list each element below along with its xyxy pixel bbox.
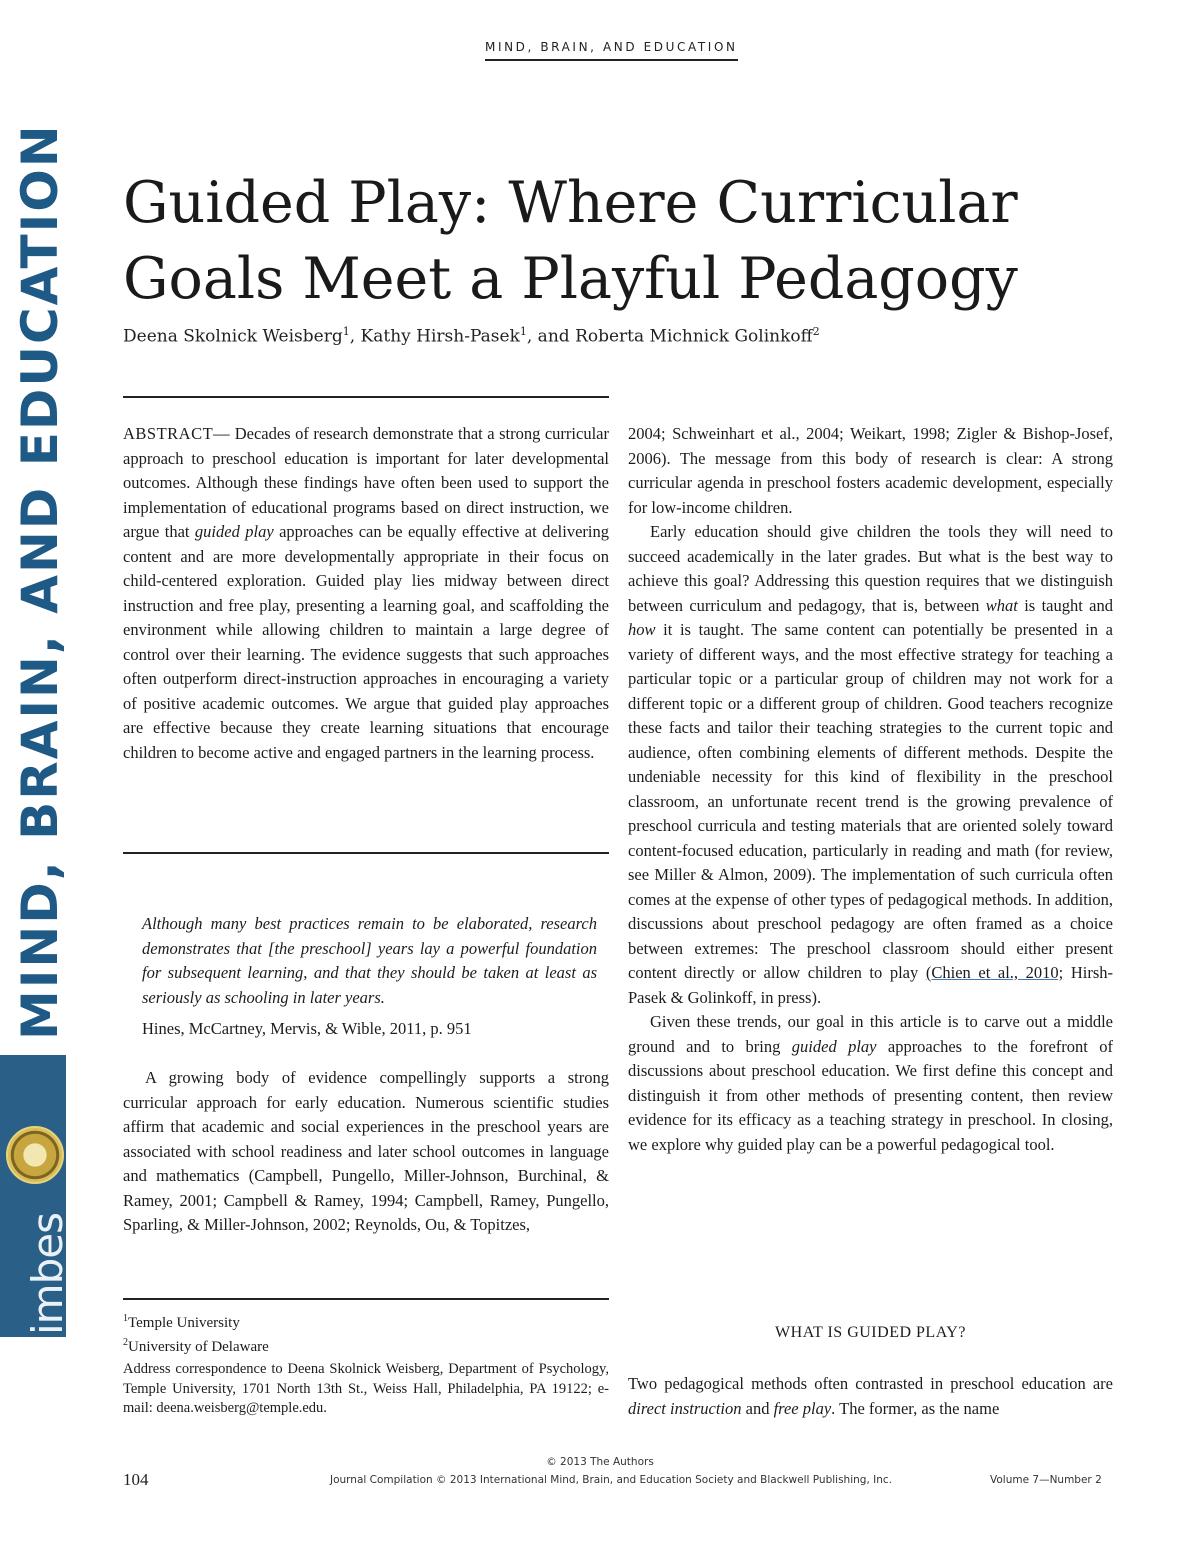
article-title	[123, 165, 1123, 317]
body-paragraph	[628, 1010, 1113, 1157]
body-left-column	[123, 1066, 609, 1238]
section-heading: WHAT IS GUIDED PLAY?	[775, 1324, 966, 1341]
emphasis-text: how	[628, 620, 656, 639]
author-name: Deena Skolnick Weisberg	[123, 326, 343, 347]
affiliation-marker: 1	[123, 1313, 128, 1324]
paragraph-text: Hirsh-Pasek & Golinkoff, in press).	[628, 963, 1113, 1007]
body-paragraph	[628, 520, 1113, 1010]
body-paragraph	[628, 1372, 1113, 1421]
society-seal-icon	[6, 1126, 64, 1184]
abstract-label: ABSTRACT—	[123, 424, 231, 443]
author-name: Kathy Hirsh-Pasek	[360, 326, 520, 347]
abstract-bottom-rule	[123, 852, 609, 854]
author-separator: , and	[526, 326, 576, 347]
affiliation-marker: 1	[342, 325, 350, 338]
spine-journal-name: MIND, BRAIN, AND EDUCATION	[11, 123, 69, 1040]
emphasis-text: direct instruction	[628, 1398, 742, 1418]
abstract-top-rule	[123, 396, 609, 398]
body-right-column-continued	[628, 1372, 1113, 1421]
paragraph-text: is taught and	[1017, 595, 1113, 615]
paragraph-text: Given these trends, our goal in this article is to carve out a middle ground and to bring	[628, 1012, 1113, 1056]
body-paragraph: A growing body of evidence compellingly supports a strong curricular approach for early education. Numerous scientific studies affirm that academic and social experiences in the preschool years are associated with school readiness and later school outcomes in language and mathematics (Campbell, Pungello, Miller-Johnson, Burchinal, & Ramey, 2001; Campbell & Ramey, 1994; Campbell, Ramey, Pungello, Sparling, & Miller-Johnson, 2002; Reynolds, Ou, & Topitzes,	[123, 1068, 609, 1234]
footer-compilation: Journal Compilation © 2013 International Mind, Brain, and Education Society and Blackwell Publishing, Inc.	[330, 1474, 892, 1486]
affiliation-text: University of Delaware	[128, 1339, 269, 1355]
affiliations	[123, 1309, 269, 1357]
epigraph-citation: Hines, McCartney, Mervis, & Wible, 2011, p. 951	[142, 1019, 472, 1038]
paragraph-text: approaches to the forefront of discussions about preschool education. We first define this concept and distinguish it from other methods of presenting content, then review evidence for its efficacy as a teaching strategy in preschool. In closing, we explore why guided play can be a powerful pedagogical tool.	[628, 1036, 1113, 1154]
affiliation-marker: 2	[123, 1337, 128, 1348]
abstract-emphasis: guided play	[194, 522, 274, 541]
emphasis-text: what	[985, 595, 1018, 615]
imbes-logo-block	[0, 1055, 72, 1337]
abstract-text: Decades of research demonstrate that a strong curricular approach to preschool education is important for later developmental outcomes. Although these findings have often been used to support the implementation of educational programs based on direct instruction, we argue that	[123, 424, 609, 541]
paragraph-text: . The former, as the name	[831, 1398, 1000, 1418]
affiliation-marker: 1	[519, 325, 527, 338]
abstract-text: approaches can be equally effective at delivering content and are more developmentally appropriate in their focus on child-centered exploration. Guided play lies midway between direct instruction and free play, presenting a learning goal, and scaffolding the environment while allowing children to maintain a large degree of control over their learning. The evidence suggests that such approaches often outperform direct-instruction approaches in encouraging a variety of positive academic outcomes. We argue that guided play approaches are effective because they create learning situations that encourage children to become active and engaged partners in the learning process.	[123, 522, 609, 762]
emphasis-text: guided play	[791, 1036, 877, 1056]
footer-copyright: © 2013 The Authors	[546, 1456, 654, 1468]
affiliation-text: Temple University	[128, 1315, 240, 1331]
imbes-logo-text: imbes	[23, 1213, 72, 1335]
emphasis-text: free play	[773, 1398, 832, 1418]
citation-link-chien-2010[interactable]: (Chien et al., 2010;	[925, 963, 1064, 982]
title-line-1: Guided Play: Where Curricular	[123, 170, 1018, 236]
page-number: 104	[123, 1470, 149, 1489]
epigraph-quote: Although many best practices remain to be elaborated, research demonstrates that [the preschool] years lay a powerful foundation for subsequent learning, and that they should be taken at least as seriously as schooling in later years.	[142, 914, 597, 1007]
author-name: Roberta Michnick Golinkoff	[575, 326, 813, 347]
journal-running-header: MIND, BRAIN, AND EDUCATION	[485, 40, 738, 61]
paragraph-text: Early education should give children the tools they will need to succeed academically in the later grades. But what is the best way to achieve this goal? Addressing this question requires that we distinguish between curriculum and pedagogy, that is, between	[628, 522, 1113, 615]
title-line-2: Goals Meet a Playful Pedagogy	[123, 246, 1018, 312]
author-list	[123, 325, 820, 347]
author-separator: ,	[349, 326, 361, 347]
body-right-column	[628, 422, 1113, 1157]
paragraph-text: it is taught. The same content can potentially be presented in a variety of different ways, and the most effective strategy for teaching a particular topic or a particular group of children may not work for a different topic or a different group of children. Good teachers recognize these facts and tailor their teaching strategies to the current topic and audience, often combining elements of different methods. Despite the undeniable necessity for this kind of flexibility in the preschool classroom, an unfortunate recent trend is the growing prevalence of preschool curricula and testing materials that are oriented solely toward content-focused education, particularly in reading and math (for review, see Miller & Almon, 2009). The implementation of such curricula often comes at the expense of other types of pedagogical methods. In addition, discussions about preschool pedagogy are often framed as a choice between extremes: The preschool classroom should either present content directly or allow children to play	[628, 620, 1113, 982]
affiliation-marker: 2	[812, 325, 820, 338]
body-paragraph: 2004; Schweinhart et al., 2004; Weikart, 1998; Zigler & Bishop-Josef, 2006). The message from this body of research is clear: A strong curricular agenda in preschool fosters academic development, especially for low-income children.	[628, 424, 1113, 517]
journal-spine	[0, 123, 72, 1337]
footer-volume: Volume 7—Number 2	[990, 1474, 1102, 1486]
paragraph-text: Two pedagogical methods often contrasted in preschool education are	[628, 1374, 1113, 1393]
footnote-rule	[123, 1298, 609, 1300]
correspondence-address: Address correspondence to Deena Skolnick Weisberg, Department of Psychology, Temple University, 1701 North 13th St., Weiss Hall, Philadelphia, PA 19122; e-mail: deena.weisberg@temple.edu.	[123, 1361, 609, 1416]
abstract	[123, 422, 609, 765]
paragraph-text: and	[741, 1398, 774, 1418]
